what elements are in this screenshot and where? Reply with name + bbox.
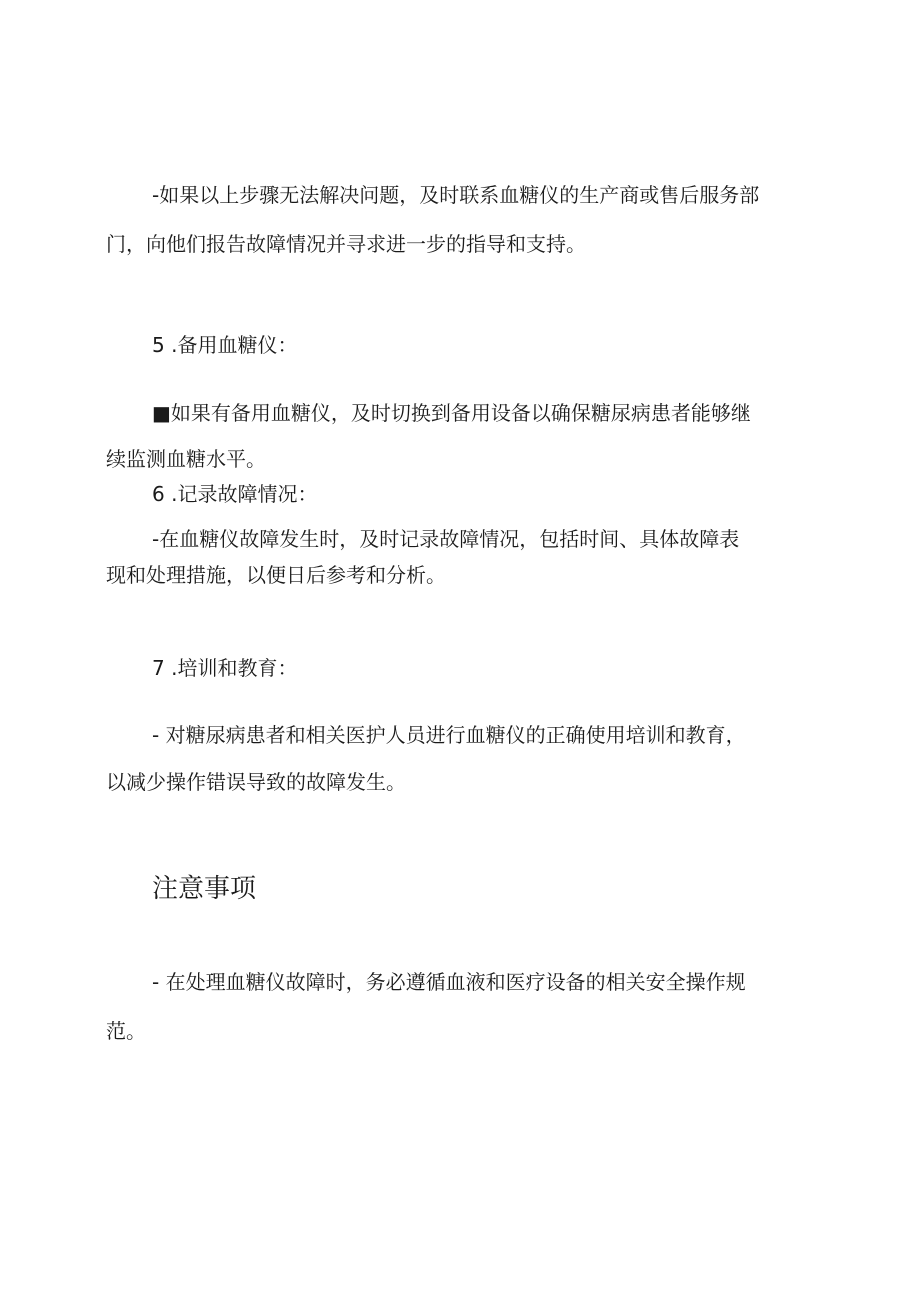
paragraph-line: - 在处理血糖仪故障时，务必遵循血液和医疗设备的相关安全操作规 bbox=[152, 970, 746, 994]
paragraph-line: 门，向他们报告故障情况并寻求进一步的指导和支持。 bbox=[106, 232, 586, 256]
paragraph-line: 范。 bbox=[106, 1019, 146, 1043]
paragraph-line: 续监测血糖水平。 bbox=[106, 447, 266, 471]
paragraph-line: 以减少操作错误导致的故障发生。 bbox=[106, 770, 406, 794]
list-item-heading: 7 .培训和教育： bbox=[152, 656, 298, 680]
paragraph-line: -如果以上步骤无法解决问题，及时联系血糖仪的生产商或售后服务部 bbox=[152, 183, 760, 207]
paragraph-line: - 对糖尿病患者和相关医护人员进行血糖仪的正确使用培训和教育， bbox=[152, 723, 746, 747]
list-item-heading: 5 .备用血糖仪： bbox=[152, 333, 298, 357]
paragraph-line: ■如果有备用血糖仪，及时切换到备用设备以确保糖尿病患者能够继 bbox=[152, 401, 751, 425]
paragraph-line: 现和处理措施，以便日后参考和分析。 bbox=[106, 563, 446, 587]
paragraph-line: -在血糖仪故障发生时，及时记录故障情况，包括时间、具体故障表 bbox=[152, 527, 740, 551]
list-item-heading: 6 .记录故障情况： bbox=[152, 482, 318, 506]
section-heading: 注意事项 bbox=[152, 874, 257, 904]
